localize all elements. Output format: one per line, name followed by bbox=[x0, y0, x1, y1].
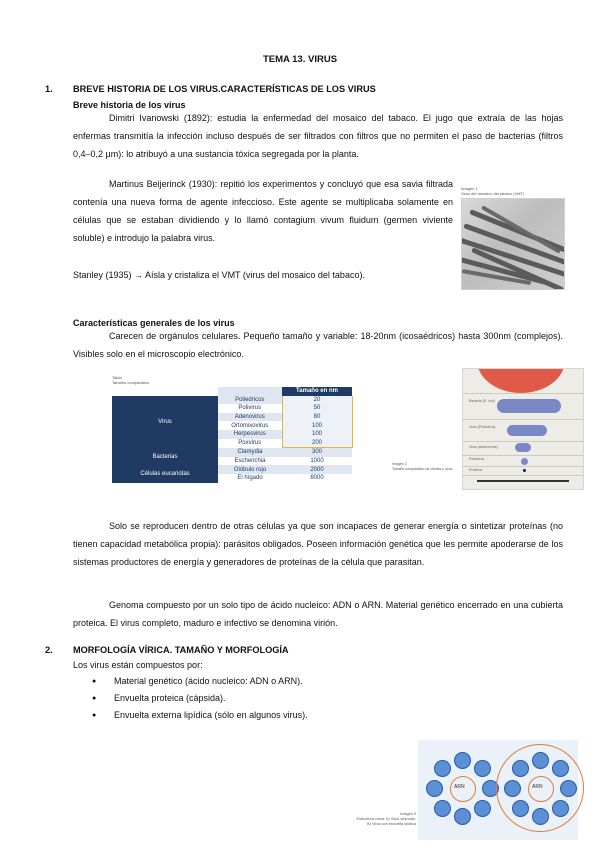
protein-dot bbox=[523, 469, 526, 472]
table-cell-value: 50 bbox=[282, 404, 352, 413]
virus-structure-diagram bbox=[418, 740, 578, 840]
scale-label: Proteína bbox=[469, 468, 483, 472]
components-list bbox=[92, 673, 412, 724]
scale-label: Poliovirus bbox=[469, 457, 485, 461]
table-cell-name: Ortomixovirus bbox=[218, 421, 282, 430]
section1-number: 1. bbox=[45, 84, 53, 94]
enveloped-virus bbox=[496, 744, 584, 832]
table-header: Tamaño en nm bbox=[282, 387, 352, 396]
virus-shape-large bbox=[507, 425, 547, 436]
paragraph-stanley: Stanley (1935) → Aísla y cristaliza el VMT (virus del mosaico del tabaco). bbox=[73, 270, 365, 280]
list-item: ● Envuelta externa lipídica (sólo en algunos virus). bbox=[92, 707, 412, 724]
scale-label: Virus (Poliovirus) bbox=[469, 425, 496, 429]
paragraph-ivanowski: Dimitri Ivanowski (1892): estudia la enfermedad del mosaico del tabaco. El jugo que extraía de las hojas enfermas transmitía la infección incluso después de ser filtrados con filtros que no permiten el paso de bacterias (filtros 0,4–0,2 µm): lo atribuyó a una sustancia tóxica segregada por la planta. bbox=[73, 113, 563, 159]
table-cell-name: Glóbulo rojo bbox=[218, 465, 282, 474]
table-cell-name: Polivirus bbox=[218, 404, 282, 413]
table-cell-name: El hígado bbox=[218, 474, 282, 483]
table-cell-value: 100 bbox=[282, 430, 352, 439]
table-cell-name: Escherichia bbox=[218, 457, 282, 466]
section2-intro: Los virus están compuestos por: bbox=[73, 660, 203, 670]
virus-shape-medium bbox=[515, 443, 531, 452]
diagram-label-right: ARN bbox=[532, 784, 543, 790]
table-cell-value: 300 bbox=[282, 448, 352, 457]
scale-caption: Imagen 2 Tamaño comparativo de células y virus bbox=[392, 462, 453, 471]
diagram-label-left: ARN bbox=[454, 784, 465, 790]
scale-bar bbox=[477, 480, 569, 482]
size-table bbox=[112, 387, 353, 483]
image1-caption: Imagen 1 Virus del mosaico del tabaco (VMT) bbox=[461, 186, 525, 196]
table-cell-value: 100 bbox=[282, 421, 352, 430]
tmv-micrograph bbox=[461, 198, 565, 290]
scale-label: Bacteria (E. coli) bbox=[469, 399, 495, 403]
table-cell-value: 2000 bbox=[282, 465, 352, 474]
naked-virus bbox=[426, 752, 498, 824]
section2-number: 2. bbox=[45, 645, 53, 655]
table-cell-value: 6000 bbox=[282, 474, 352, 483]
list-item: ● Envuelta proteica (cápsida). bbox=[92, 690, 412, 707]
table-caption: Tabla Tamaño comparativo bbox=[112, 375, 150, 385]
table-cell-value: 80 bbox=[282, 413, 352, 422]
table-cell-value: 1000 bbox=[282, 457, 352, 466]
section2-heading: MORFOLOGÍA VÍRICA. TAMAÑO Y MORFOLOGÍA bbox=[73, 645, 289, 655]
subheading-general: Características generales de los virus bbox=[73, 318, 235, 328]
table-cell-name: Poliedricos bbox=[218, 396, 282, 405]
virus-shape-small bbox=[521, 458, 528, 465]
paragraph-parasites: Solo se reproducen dentro de otras células ya que son incapaces de generar energía o sintetizar proteínas (no tienen capacidad metabólica propia): parásitos obligados. Poseen información genética que les permite apoderarse de los sistemas productores de energía y generadores de proteínas de la célula que parasitan. bbox=[73, 521, 563, 567]
image3-caption: Imagen 3 Estructura vírica: A) Virus desnudo, B) Virus con envuelta lipídica bbox=[356, 812, 416, 826]
page-title: TEMA 13. VIRUS bbox=[262, 54, 338, 65]
table-cell-value: 20 bbox=[282, 396, 352, 405]
size-scale-figure bbox=[462, 368, 584, 490]
scale-label: Virus (Adenovirus) bbox=[469, 445, 498, 449]
table-cell-name: Clamydia bbox=[218, 448, 282, 457]
paragraph-beijerinck: Martinus Beijerinck (1930): repitió los experimentos y concluyó que esa savia filtrada contenía una nueva forma de agente infeccioso. Este agente se multiplicaba solamente en células que se estaban dividiendo y lo llamó contagium vivum fluidum (germen viviente soluble) e introdujo la palabra virus. bbox=[73, 179, 453, 243]
subheading-history: Breve historia de los virus bbox=[73, 100, 186, 110]
table-group-eukaryotes: Células eucariotas bbox=[112, 465, 218, 482]
paragraph-genome: Genoma compuesto por un solo tipo de ácido nucleico: ADN o ARN. Material genético encerrado en una cubierta proteica. El virus completo, maduro e infectivo se denomina virión. bbox=[73, 600, 563, 628]
red-blood-cell-shape bbox=[477, 368, 565, 393]
table-cell-value: 200 bbox=[282, 439, 352, 448]
table-cell-name: Poxvirus bbox=[218, 439, 282, 448]
table-cell-name: Herpesvirus bbox=[218, 430, 282, 439]
table-cell-name: Adenovirus bbox=[218, 413, 282, 422]
list-item: ● Material genético (ácido nucleico: ADN o ARN). bbox=[92, 673, 412, 690]
paragraph-general: Carecen de orgánulos celulares. Pequeño tamaño y variable: 18-20nm (icosaédricos) hasta 300nm (complejos). Visibles solo en el microscopio electrónico. bbox=[73, 331, 563, 359]
bacteria-shape bbox=[497, 399, 561, 413]
table-group-virus: Virus bbox=[112, 396, 218, 448]
section1-heading: BREVE HISTORIA DE LOS VIRUS.CARACTERÍSTICAS DE LOS VIRUS bbox=[73, 84, 376, 94]
table-group-bacteria: Bacterias bbox=[112, 448, 218, 466]
